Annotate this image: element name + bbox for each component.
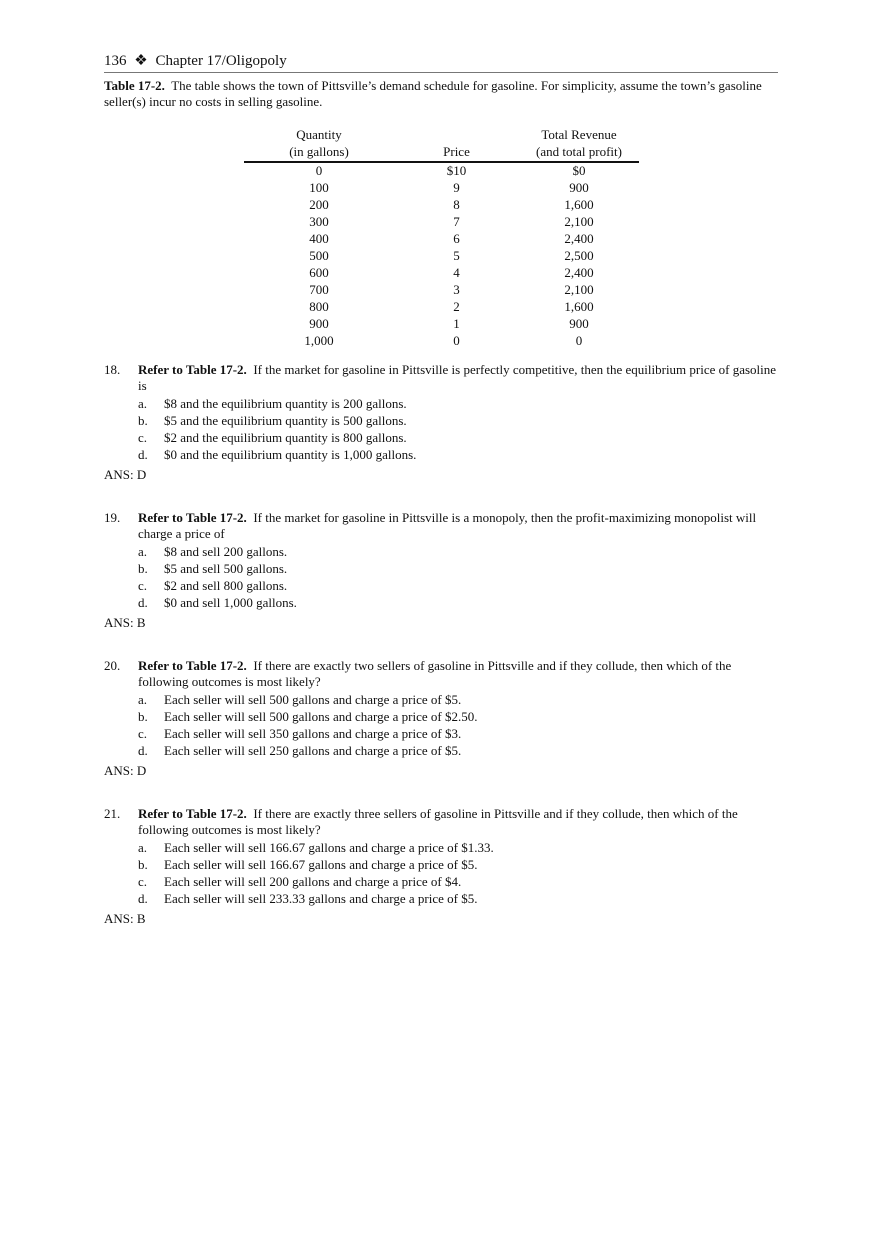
option-text: $5 and the equilibrium quantity is 500 gallons. — [164, 413, 407, 428]
table-body — [244, 163, 639, 350]
question-stem — [138, 510, 778, 542]
answer-option — [138, 595, 778, 612]
revenue-cell: 2,400 — [564, 265, 594, 280]
option-text: $0 and sell 1,000 gallons. — [164, 595, 297, 610]
option-letter: b. — [138, 857, 148, 872]
answer-options — [138, 544, 778, 612]
answer-option — [138, 578, 778, 595]
option-letter: a. — [138, 544, 148, 559]
table-row — [244, 197, 639, 214]
quantity-cell: 500 — [309, 248, 329, 263]
answer-option — [138, 561, 778, 578]
price-cell: 4 — [453, 265, 460, 280]
page-number: 136 — [104, 53, 127, 69]
table-row — [244, 248, 639, 265]
option-letter: d. — [138, 743, 148, 758]
demand-schedule-table — [244, 127, 639, 350]
table-description: The table shows the town of Pittsville’s demand schedule for gasoline. For simplicity, assume the town’s gasoline seller(s) incur no costs in selling gasoline. — [104, 78, 762, 109]
option-letter: d. — [138, 447, 148, 462]
answer-option — [138, 447, 778, 464]
question-reference: Refer to Table 17-2. — [138, 658, 247, 673]
option-letter: c. — [138, 874, 148, 889]
table-row — [244, 214, 639, 231]
diamond-separator-icon: ❖ — [134, 53, 148, 69]
answer-option — [138, 840, 778, 857]
answer-option — [138, 430, 778, 447]
answer-option — [138, 857, 778, 874]
question-text: If there are exactly two sellers of gasoline in Pittsville and if they collude, then which of the following outcomes is most likely? — [138, 658, 732, 689]
option-letter: b. — [138, 709, 148, 724]
option-letter: b. — [138, 561, 148, 576]
answer-options — [138, 396, 778, 464]
table-row — [244, 231, 639, 248]
option-text: Each seller will sell 200 gallons and charge a price of $4. — [164, 874, 462, 889]
quantity-cell: 100 — [309, 180, 329, 195]
option-letter: c. — [138, 430, 148, 445]
revenue-cell: 2,400 — [564, 231, 594, 246]
question-number: 20. — [104, 658, 121, 673]
revenue-cell: 900 — [569, 180, 589, 195]
option-text: Each seller will sell 250 gallons and charge a price of $5. — [164, 743, 462, 758]
quantity-cell: 1,000 — [304, 333, 334, 348]
option-text: Each seller will sell 233.33 gallons and charge a price of $5. — [164, 891, 478, 906]
question-number: 21. — [104, 806, 121, 821]
table-label: Table 17-2. — [104, 78, 165, 93]
answer-option — [138, 413, 778, 430]
quantity-cell: 400 — [309, 231, 329, 246]
revenue-cell: 1,600 — [564, 299, 594, 314]
revenue-cell: 900 — [569, 316, 589, 331]
option-letter: b. — [138, 413, 148, 428]
quantity-cell: 0 — [315, 163, 323, 178]
answer-option — [138, 874, 778, 891]
table-row — [244, 163, 639, 180]
price-cell: 9 — [453, 180, 460, 195]
question-reference: Refer to Table 17-2. — [138, 510, 247, 525]
revenue-header-line1: Total Revenue — [541, 127, 617, 142]
revenue-cell: $0 — [572, 163, 586, 178]
option-text: Each seller will sell 166.67 gallons and charge a price of $1.33. — [164, 840, 494, 855]
price-cell: 7 — [453, 214, 460, 229]
option-letter: c. — [138, 726, 148, 741]
option-text: Each seller will sell 166.67 gallons and charge a price of $5. — [164, 857, 478, 872]
table-row — [244, 316, 639, 333]
option-text: Each seller will sell 350 gallons and charge a price of $3. — [164, 726, 462, 741]
price-cell: $10 — [446, 163, 467, 178]
price-cell: 3 — [453, 282, 460, 297]
answer-option — [138, 692, 778, 709]
option-text: Each seller will sell 500 gallons and charge a price of $2.50. — [164, 709, 478, 724]
quantity-header-line1: Quantity — [296, 127, 342, 142]
answer-option — [138, 891, 778, 908]
answer-key: ANS: D — [104, 763, 147, 778]
option-letter: a. — [138, 840, 148, 855]
answer-option — [138, 709, 778, 726]
question-stem — [138, 806, 778, 838]
answer-option — [138, 726, 778, 743]
price-cell: 5 — [453, 248, 460, 263]
option-letter: d. — [138, 891, 148, 906]
price-cell: 1 — [453, 316, 460, 331]
answer-option — [138, 544, 778, 561]
price-cell: 2 — [453, 299, 460, 314]
table-row — [244, 265, 639, 282]
quantity-cell: 300 — [309, 214, 329, 229]
price-cell: 0 — [453, 333, 460, 348]
question-text: If the market for gasoline in Pittsville is perfectly competitive, then the equilibrium price of gasoline is — [138, 362, 777, 393]
table-intro — [104, 78, 778, 110]
quantity-cell: 700 — [309, 282, 329, 297]
answer-key: ANS: B — [104, 615, 146, 630]
answer-option — [138, 396, 778, 413]
option-text: $8 and sell 200 gallons. — [164, 544, 288, 559]
question-stem — [138, 362, 778, 394]
table-row — [244, 299, 639, 316]
question-stem — [138, 658, 778, 690]
option-letter: c. — [138, 578, 148, 593]
question-text: If there are exactly three sellers of gasoline in Pittsville and if they collude, then which of the following outcomes is most likely? — [138, 806, 738, 837]
question-reference: Refer to Table 17-2. — [138, 806, 247, 821]
price-header: Price — [443, 144, 470, 159]
question-text: If the market for gasoline in Pittsville is a monopoly, then the profit-maximizing monopolist will charge a price of — [138, 510, 757, 541]
answer-options — [138, 840, 778, 908]
option-letter: a. — [138, 692, 148, 707]
question-number: 19. — [104, 510, 121, 525]
quantity-cell: 600 — [309, 265, 329, 280]
option-letter: d. — [138, 595, 148, 610]
page-header — [104, 52, 778, 73]
table-header — [244, 127, 639, 163]
table-row — [244, 282, 639, 299]
question-reference: Refer to Table 17-2. — [138, 362, 247, 377]
chapter-title: Chapter 17/Oligopoly — [155, 53, 287, 69]
table-row — [244, 333, 639, 350]
option-text: Each seller will sell 500 gallons and charge a price of $5. — [164, 692, 462, 707]
option-text: $2 and sell 800 gallons. — [164, 578, 288, 593]
answer-key: ANS: B — [104, 911, 146, 926]
revenue-header-line2: (and total profit) — [536, 144, 622, 159]
answer-key: ANS: D — [104, 467, 147, 482]
quantity-header-line2: (in gallons) — [289, 144, 349, 159]
revenue-cell: 2,500 — [564, 248, 594, 263]
option-text: $2 and the equilibrium quantity is 800 gallons. — [164, 430, 407, 445]
revenue-cell: 0 — [575, 333, 583, 348]
quantity-cell: 800 — [309, 299, 329, 314]
price-cell: 6 — [453, 231, 460, 246]
revenue-cell: 2,100 — [564, 214, 594, 229]
table-row — [244, 180, 639, 197]
price-cell: 8 — [453, 197, 460, 212]
revenue-cell: 1,600 — [564, 197, 594, 212]
option-text: $5 and sell 500 gallons. — [164, 561, 288, 576]
quantity-cell: 900 — [309, 316, 329, 331]
option-letter: a. — [138, 396, 148, 411]
answer-options — [138, 692, 778, 760]
option-text: $8 and the equilibrium quantity is 200 gallons. — [164, 396, 407, 411]
option-text: $0 and the equilibrium quantity is 1,000 gallons. — [164, 447, 417, 462]
answer-option — [138, 743, 778, 760]
question-number: 18. — [104, 362, 121, 377]
quantity-cell: 200 — [309, 197, 329, 212]
revenue-cell: 2,100 — [564, 282, 594, 297]
